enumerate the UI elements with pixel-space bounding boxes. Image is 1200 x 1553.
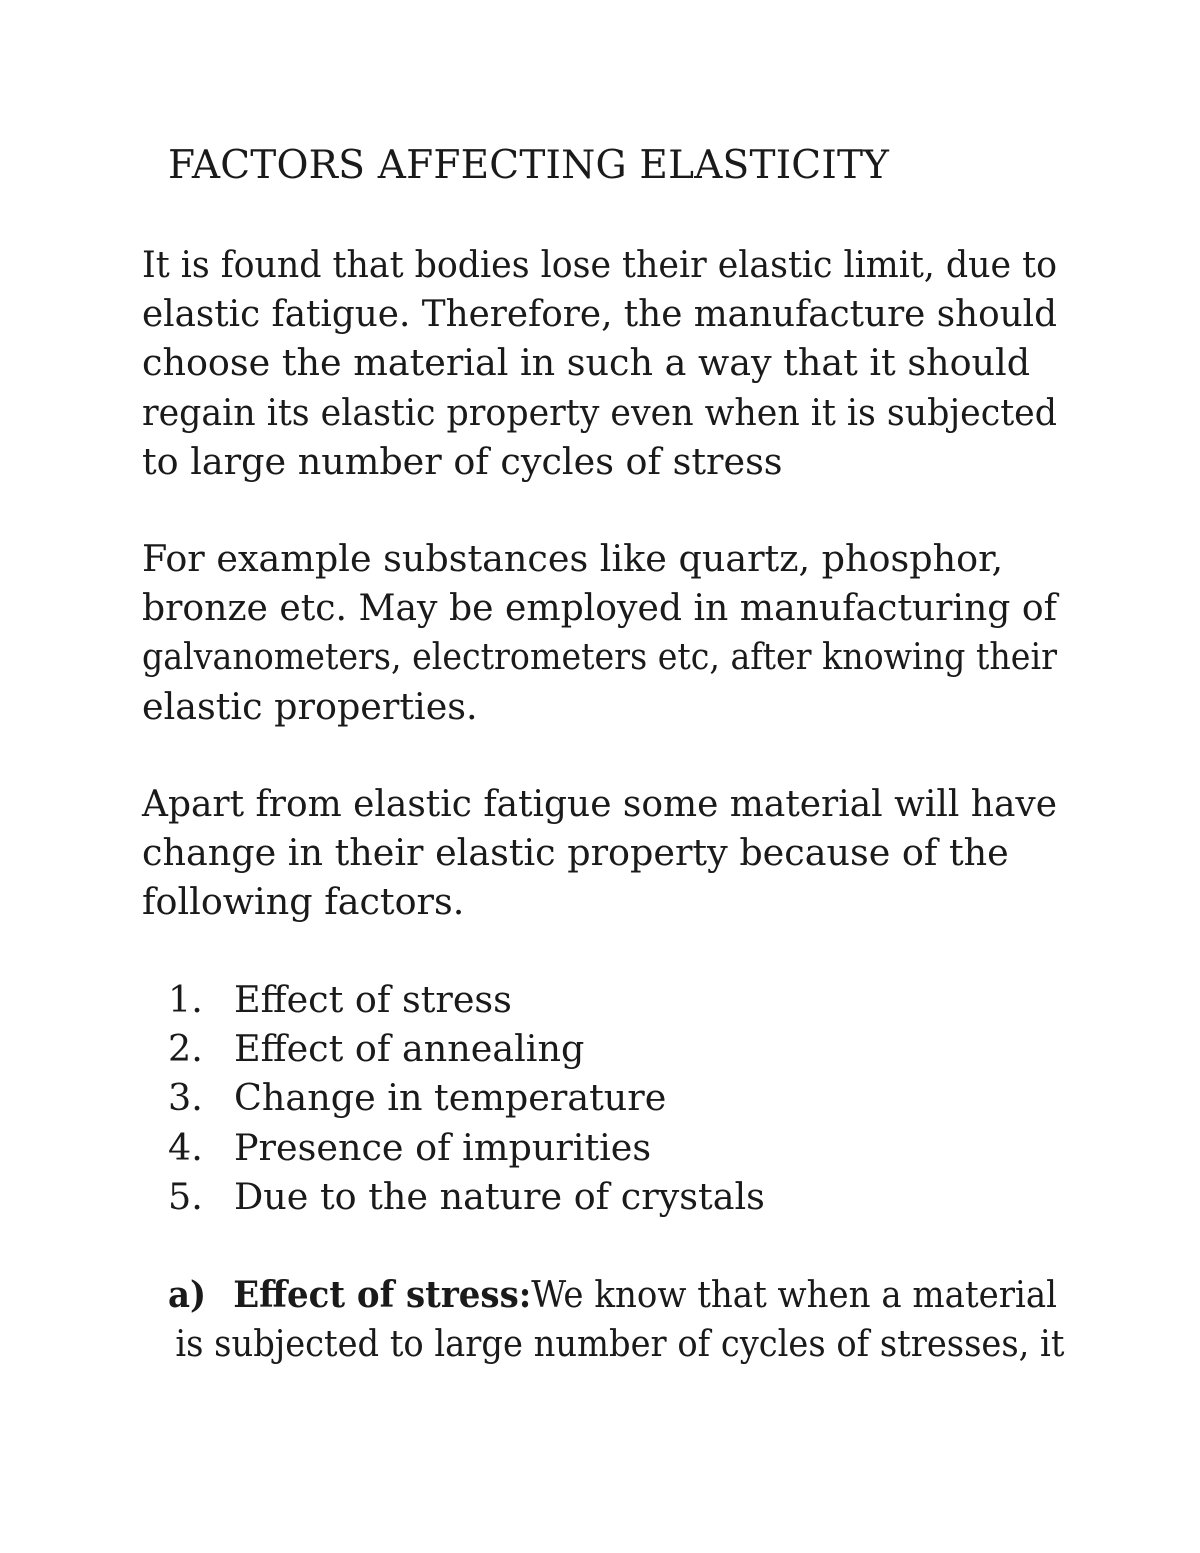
list-item-number: 4. — [168, 1125, 203, 1169]
list-item-number: 1. — [168, 978, 203, 1021]
list-item-label: Effect of annealing — [234, 1027, 585, 1071]
paragraph-line: choose the material in such a way that it should — [142, 341, 1031, 385]
paragraph-line: bronze etc. May be employed in manufacturing of — [142, 586, 1057, 630]
list-item — [168, 975, 765, 1024]
paragraph-line: elastic properties. — [142, 684, 478, 728]
list-item-label: Due to the nature of crystals — [234, 1174, 765, 1218]
section-text: We know that when a material — [531, 1273, 1057, 1316]
paragraph-example-substances — [142, 534, 1057, 731]
paragraph-factors-intro — [142, 779, 1057, 927]
paragraph-line: following factors. — [142, 880, 465, 924]
list-item — [168, 1024, 765, 1073]
list-item-label: Effect of stress — [234, 978, 512, 1021]
paragraph-line: For example substances like quartz, phosphor, — [142, 537, 1004, 580]
list-item-number: 3. — [168, 1076, 203, 1120]
paragraph-line: Apart from elastic fatigue some material will have — [142, 782, 1057, 825]
section-second-line: is subjected to large number of cycles of stresses, it — [175, 1322, 1065, 1366]
paragraph-line: regain its elastic property even when it is subjected — [142, 390, 1057, 434]
paragraph-line: change in their elastic property because of the — [142, 831, 1009, 875]
factors-list — [168, 975, 765, 1221]
list-item-label: Change in temperature — [234, 1076, 667, 1120]
list-item-label: Presence of impurities — [234, 1125, 652, 1169]
list-item — [168, 1073, 765, 1122]
section-heading: Effect of stress: — [233, 1273, 532, 1316]
paragraph-elastic-fatigue — [142, 240, 1057, 486]
paragraph-line: elastic fatigue. Therefore, the manufacture should — [142, 292, 1057, 336]
paragraph-line: to large number of cycles of stress — [142, 439, 783, 483]
list-item-number: 5. — [168, 1174, 203, 1218]
section-effect-of-stress — [168, 1270, 1065, 1368]
section-first-line — [168, 1270, 1057, 1319]
paragraph-line: It is found that bodies lose their elastic limit, due to — [142, 243, 1057, 286]
section-marker: a) — [168, 1273, 207, 1316]
list-item — [168, 1172, 765, 1221]
list-item — [168, 1123, 765, 1172]
list-item-number: 2. — [168, 1027, 203, 1071]
paragraph-line: galvanometers, electrometers etc, after knowing their — [142, 635, 1057, 679]
page-title: FACTORS AFFECTING ELASTICITY — [168, 143, 890, 188]
